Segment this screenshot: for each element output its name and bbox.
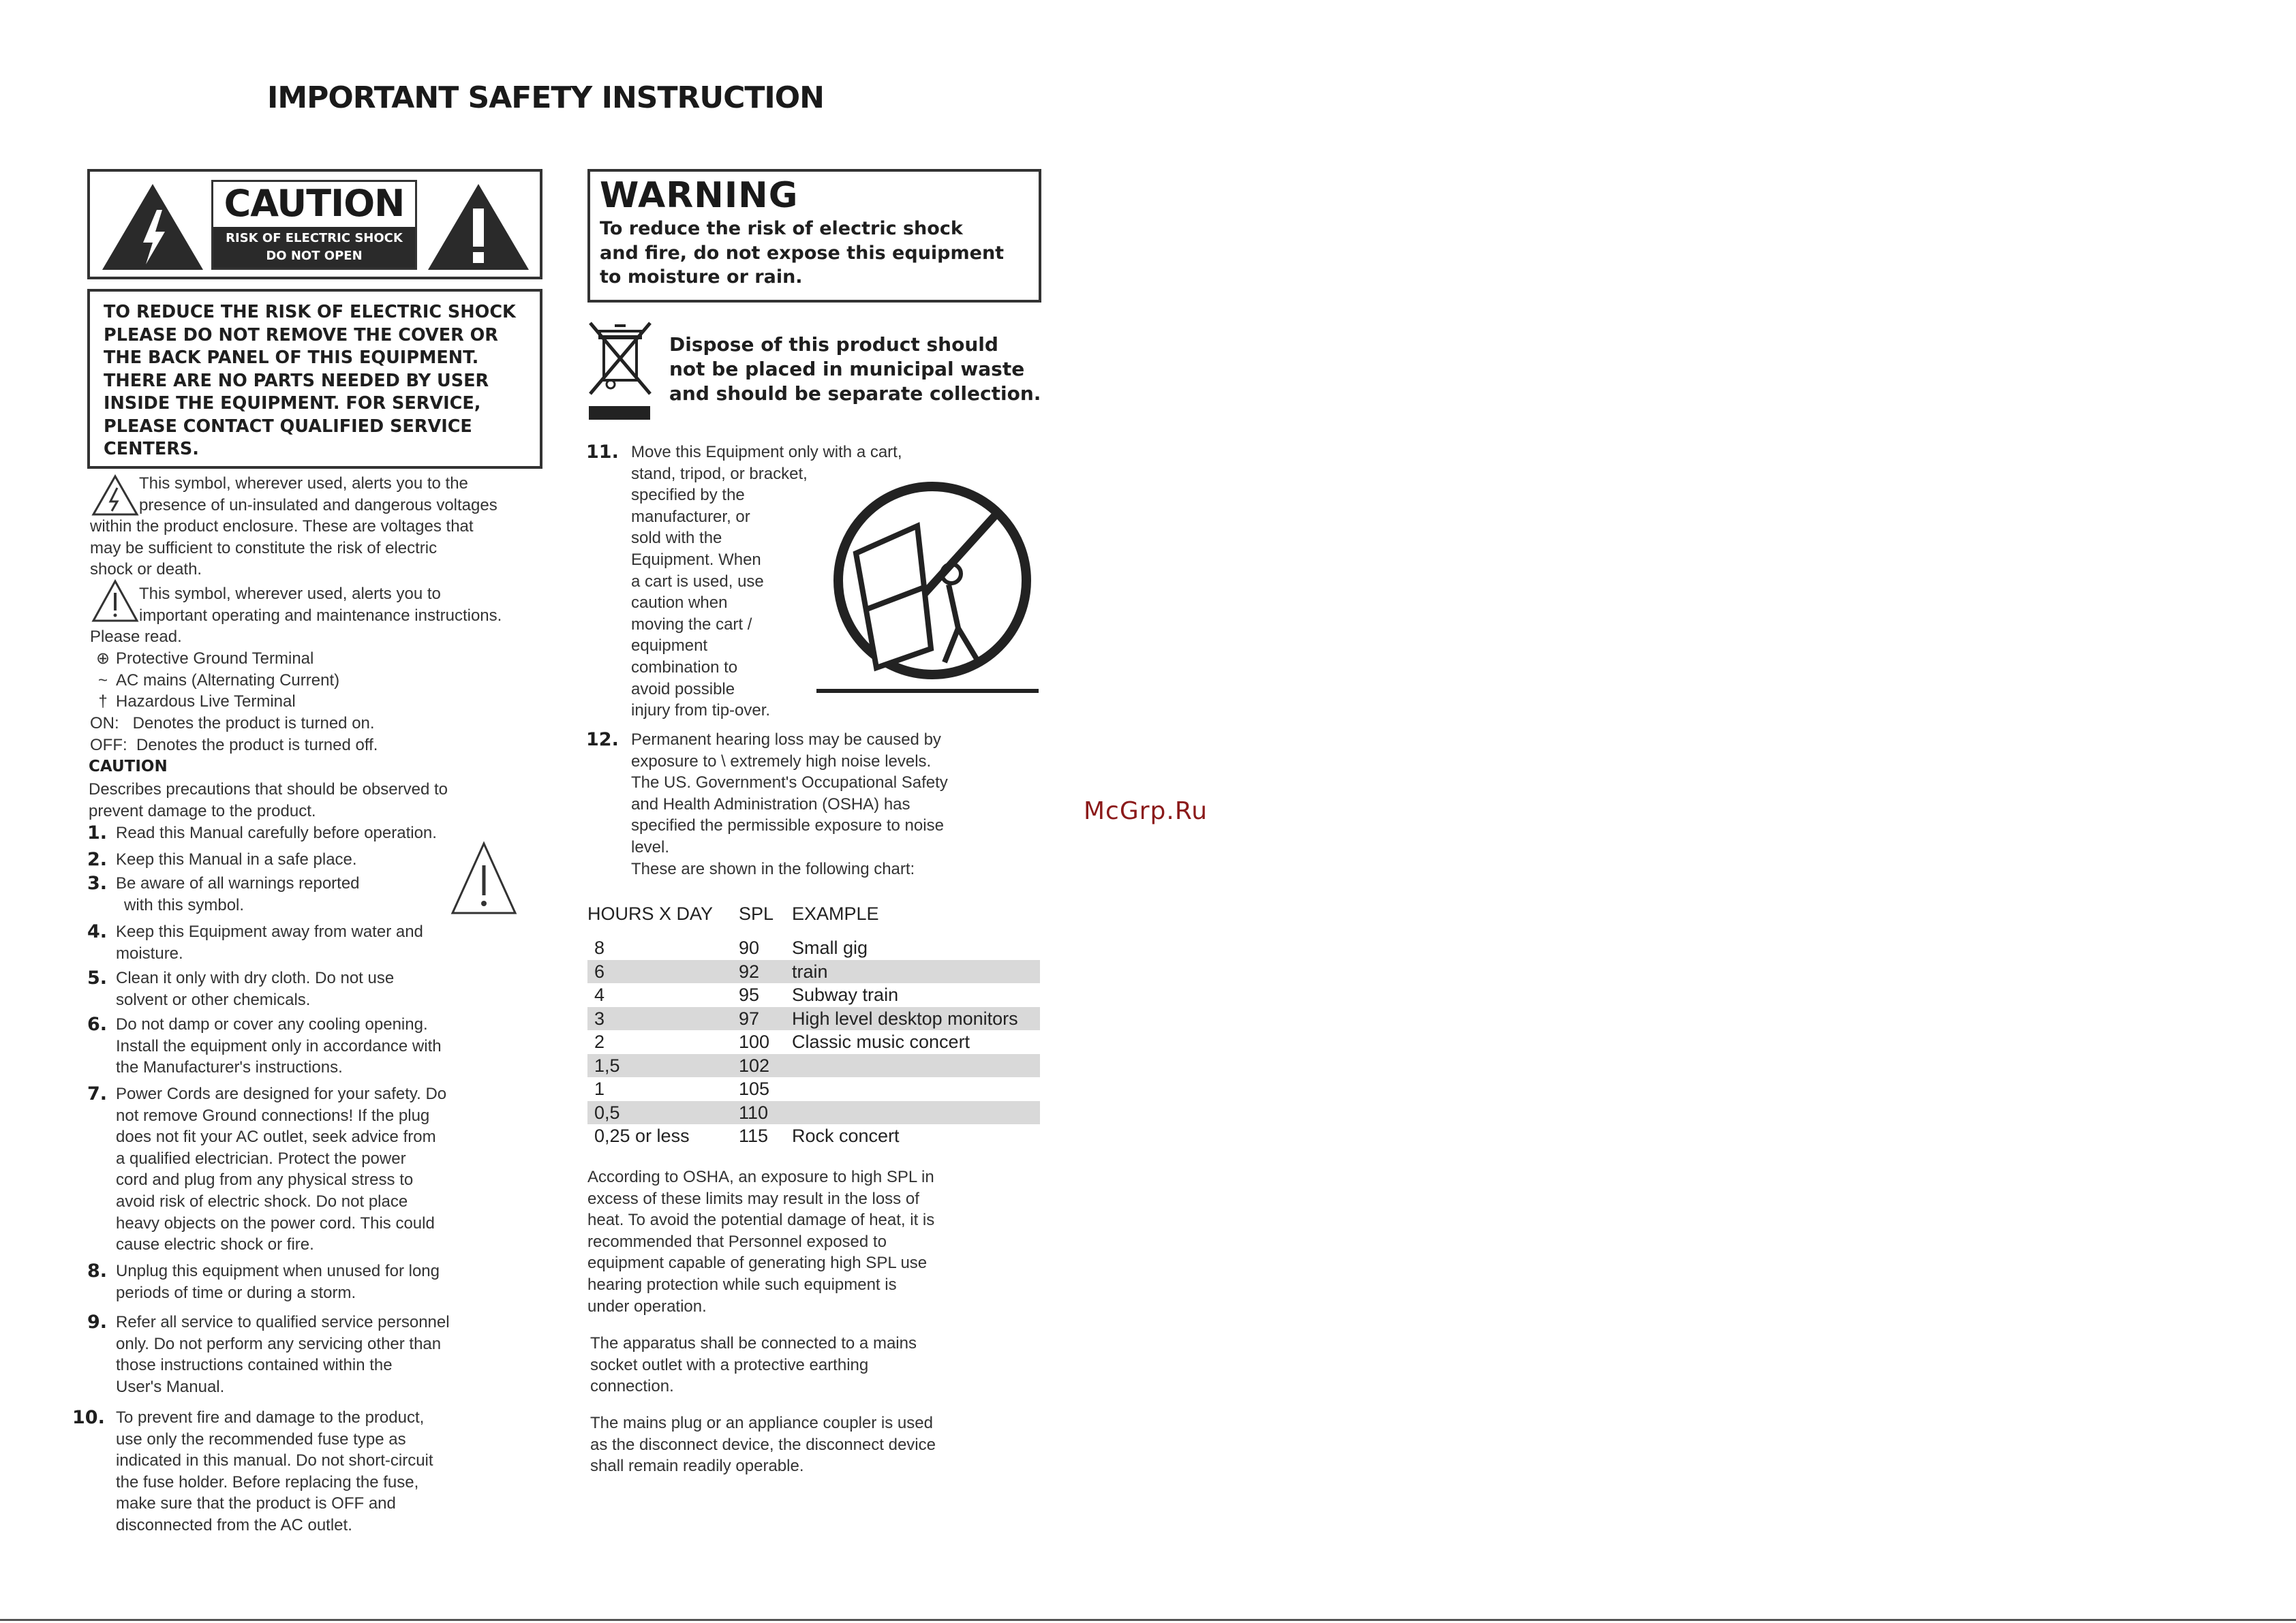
item-number: 3.: [87, 873, 108, 894]
disconnect-line: as the disconnect device, the disconnect device: [590, 1435, 936, 1454]
reduce-risk-line: TO REDUCE THE RISK OF ELECTRIC SHOCK: [104, 302, 516, 322]
item-line: a cart is used, use: [631, 572, 764, 591]
item-number: 11.: [586, 442, 619, 463]
symbol1-line: shock or death.: [90, 560, 202, 579]
symbol2-line: Please read.: [90, 628, 182, 647]
hours-cell: 0,25 or less: [594, 1126, 690, 1146]
reduce-risk-line: PLEASE CONTACT QUALIFIED SERVICE: [104, 416, 472, 437]
dispose-notice: [669, 333, 1065, 406]
item-line: Read this Manual carefully before operation.: [116, 824, 437, 842]
osha-line: under operation.: [587, 1297, 707, 1316]
example-cell: train: [792, 960, 1040, 984]
spl-cell: 102: [739, 1054, 792, 1078]
reduce-risk-line: CENTERS.: [104, 439, 199, 459]
col-header-spl: SPL: [739, 903, 774, 924]
live-legend-text: Hazardous Live Terminal: [116, 692, 296, 711]
osha-line: excess of these limits may result in the loss of: [587, 1189, 919, 1208]
item-line: and Health Administration (OSHA) has: [631, 794, 910, 814]
hours-cell: 8: [594, 938, 605, 958]
table-row: [587, 1054, 1040, 1078]
warning-title: WARNING: [600, 175, 799, 216]
example-cell: Classic music concert: [792, 1032, 970, 1052]
item-line: combination to: [631, 658, 738, 677]
col-header-example: EXAMPLE: [792, 903, 879, 924]
exclamation-triangle-icon: [450, 841, 518, 916]
ground-terminal-legend: [90, 648, 313, 669]
item-line: Move this Equipment only with a cart,: [631, 443, 902, 461]
caution-heading: CAUTION: [89, 758, 168, 775]
item-line: stand, tripod, or bracket,: [631, 464, 808, 483]
caution-label-sub1: RISK OF ELECTRIC SHOCK: [226, 231, 403, 245]
item-line: moisture.: [116, 944, 183, 963]
off-legend: OFF: Denotes the product is turned off.: [90, 736, 378, 754]
osha-line: recommended that Personnel exposed to: [587, 1232, 887, 1251]
item-line: caution when: [631, 593, 728, 613]
item-line: Keep this Equipment away from water and: [116, 923, 423, 941]
item-line: manufacturer, or: [631, 507, 750, 526]
electric-shock-warning-icon: [98, 181, 207, 273]
item-line: Clean it only with dry cloth. Do not use: [116, 969, 395, 987]
caution-line: Describes precautions that should be observed to: [89, 780, 448, 799]
item-line: Install the equipment only in accordance with: [116, 1036, 442, 1055]
hours-cell: 6: [587, 960, 739, 984]
earthing-paragraph: [590, 1333, 1060, 1397]
symbol2-description: [90, 583, 581, 648]
bottom-divider: [0, 1619, 2296, 1621]
item-line: Power Cords are designed for your safety. Do: [116, 1085, 447, 1103]
item-line: equipment: [631, 636, 708, 655]
item-line: a qualified electrician. Protect the power: [116, 1149, 406, 1168]
item-line: avoid possible: [631, 679, 735, 698]
on-legend: ON: Denotes the product is turned on.: [90, 714, 375, 732]
caution-label-sub2: DO NOT OPEN: [266, 249, 363, 263]
item-line: indicated in this manual. Do not short-circuit: [116, 1451, 433, 1470]
reduce-risk-line: PLEASE DO NOT REMOVE THE COVER OR: [104, 324, 498, 345]
warning-line: To reduce the risk of electric shock: [600, 218, 963, 239]
caution-label-subtext: [213, 227, 415, 268]
hours-cell: 1,5: [587, 1054, 739, 1078]
watermark-text: McGrp.Ru: [1084, 797, 1208, 825]
item-number: 7.: [87, 1083, 108, 1104]
symbol2-line: important operating and maintenance instructions.: [139, 606, 502, 625]
live-terminal-legend: [90, 691, 296, 712]
caution-description: [89, 779, 448, 822]
spl-exposure-table: [587, 903, 1040, 1148]
symbol1-line: may be sufficient to constitute the risk of electric: [90, 538, 438, 557]
ac-legend-text: AC mains (Alternating Current): [116, 671, 340, 690]
item-line: Permanent hearing loss may be caused by: [631, 730, 941, 749]
item-line: not remove Ground connections! If the plug: [116, 1106, 430, 1125]
item-number: 2.: [87, 849, 108, 870]
item-line: use only the recommended fuse type as: [116, 1429, 406, 1449]
item-line: User's Manual.: [116, 1377, 225, 1396]
item-line: specified the permissible exposure to noise: [631, 816, 944, 835]
ac-mains-icon: ~: [97, 671, 108, 690]
example-cell: High level desktop monitors: [792, 1007, 1040, 1031]
caution-line: prevent damage to the product.: [89, 801, 316, 820]
spl-cell: 95: [739, 985, 760, 1005]
osha-line: heat. To avoid the potential damage of heat, it is: [587, 1211, 935, 1230]
hours-cell: 2: [594, 1032, 605, 1052]
symbol1-description: [90, 473, 581, 581]
spl-cell: 110: [739, 1101, 792, 1125]
caution-label-box: [87, 169, 542, 279]
item-line: specified by the: [631, 486, 745, 505]
example-cell: [792, 1101, 1040, 1125]
earthing-line: socket outlet with a protective earthing: [590, 1355, 869, 1374]
disconnect-paragraph: [590, 1412, 1060, 1477]
osha-line: equipment capable of generating high SPL use: [587, 1254, 928, 1273]
table-row: [587, 1030, 1040, 1054]
col-header-hours: HOURS X DAY: [587, 903, 714, 924]
example-cell: [792, 1054, 1040, 1078]
item-line: does not fit your AC outlet, seek advice from: [116, 1128, 436, 1147]
symbol2-line: This symbol, wherever used, alerts you to: [139, 585, 441, 603]
item-line: exposure to \ extremely high noise levels.: [631, 752, 932, 771]
dispose-line: Dispose of this product should: [669, 333, 998, 356]
item-line: only. Do not perform any servicing other than: [116, 1334, 442, 1353]
osha-line: According to OSHA, an exposure to high SPL in: [587, 1168, 934, 1186]
item-number: 1.: [87, 822, 108, 844]
item-number: 4.: [87, 921, 108, 942]
hours-cell: 4: [594, 985, 605, 1005]
symbol1-line: This symbol, wherever used, alerts you to the: [139, 474, 468, 493]
spl-cell: 115: [739, 1126, 769, 1146]
osha-paragraph: [587, 1166, 1058, 1317]
spl-cell: 100: [739, 1032, 770, 1052]
item-line: heavy objects on the power cord. This could: [116, 1214, 435, 1233]
reduce-risk-line: THE BACK PANEL OF THIS EQUIPMENT.: [104, 347, 479, 368]
item-line: Unplug this equipment when unused for long: [116, 1262, 440, 1280]
item-line: level.: [631, 837, 670, 856]
osha-line: hearing protection while such equipment is: [587, 1275, 897, 1294]
table-row: [587, 960, 1040, 984]
reduce-risk-line: THERE ARE NO PARTS NEEDED BY USER: [104, 370, 489, 391]
warning-line: to moisture or rain.: [600, 266, 803, 288]
symbol1-line: within the product enclosure. These are voltages that: [90, 517, 474, 536]
exclamation-warning-icon: [424, 181, 533, 273]
item-number: 8.: [87, 1261, 108, 1282]
item-line: the Manufacturer's instructions.: [116, 1058, 343, 1077]
item-line: Be aware of all warnings reported: [116, 874, 360, 893]
item-number: 6.: [87, 1014, 108, 1035]
item-line: solvent or other chemicals.: [116, 990, 311, 1009]
item-number: 12.: [586, 729, 619, 750]
spl-cell: 105: [739, 1079, 770, 1099]
reduce-risk-box: [87, 289, 542, 469]
item-line: avoid risk of electric shock. Do not place: [116, 1192, 408, 1211]
table-row: [587, 1077, 1040, 1101]
hours-cell: 3: [587, 1007, 739, 1031]
item-line: the fuse holder. Before replacing the fuse,: [116, 1472, 419, 1491]
hours-cell: 1: [594, 1079, 605, 1099]
disconnect-line: shall remain readily operable.: [590, 1457, 804, 1476]
item-line: These are shown in the following chart:: [631, 859, 915, 878]
reduce-risk-line: INSIDE THE EQUIPMENT. FOR SERVICE,: [104, 393, 481, 414]
symbol1-line: presence of un-insulated and dangerous voltages: [139, 495, 498, 514]
item-line: make sure that the product is OFF and: [116, 1494, 396, 1513]
table-row: [587, 983, 1040, 1007]
example-cell: Small gig: [792, 938, 868, 958]
dispose-line: not be placed in municipal waste: [669, 358, 1025, 380]
table-row: [587, 1101, 1040, 1125]
page-title: IMPORTANT SAFETY INSTRUCTION: [267, 80, 824, 115]
warning-line: and fire, do not expose this equipment: [600, 242, 1005, 264]
earthing-line: connection.: [590, 1377, 674, 1396]
item-line: cause electric shock or fire.: [116, 1235, 314, 1254]
table-row: [587, 1124, 1040, 1148]
item-line: those instructions contained within the: [116, 1356, 393, 1375]
item-line: To prevent fire and damage to the product,: [116, 1408, 425, 1427]
item-line: with this symbol.: [124, 895, 245, 914]
spl-cell: 92: [739, 960, 792, 984]
item-line: cord and plug from any physical stress to: [116, 1171, 414, 1190]
caution-label-title: CAUTION: [224, 182, 405, 225]
ground-icon: ⊕: [95, 649, 110, 668]
disconnect-line: The mains plug or an appliance coupler is used: [590, 1414, 933, 1432]
dispose-line: and should be separate collection.: [669, 382, 1041, 405]
live-terminal-icon: †: [98, 692, 108, 711]
item-number: 10.: [72, 1407, 105, 1428]
item-line: periods of time or during a storm.: [116, 1283, 356, 1302]
ground-legend-text: Protective Ground Terminal: [116, 649, 314, 668]
item-line: injury from tip-over.: [631, 701, 771, 720]
item-line: disconnected from the AC outlet.: [116, 1515, 352, 1534]
spl-cell: 97: [739, 1007, 792, 1031]
hours-cell: 0,5: [587, 1101, 739, 1125]
warning-box: [587, 169, 1041, 303]
example-cell: Subway train: [792, 985, 899, 1005]
item-line: sold with the: [631, 529, 722, 548]
item-line: Equipment. When: [631, 550, 761, 569]
item-line: Keep this Manual in a safe place.: [116, 850, 357, 869]
earthing-line: The apparatus shall be connected to a mains: [590, 1334, 917, 1352]
item-line: Do not damp or cover any cooling opening.: [116, 1015, 428, 1034]
item-line: moving the cart /: [631, 615, 752, 634]
table-row: [587, 936, 1040, 960]
ac-mains-legend: [90, 670, 339, 691]
table-header-row: [587, 903, 1040, 936]
item-number: 9.: [87, 1312, 108, 1333]
caution-label: [211, 180, 417, 270]
item-line: The US. Government's Occupational Safety: [631, 773, 948, 792]
crossed-out-wheelie-bin-icon: [586, 319, 654, 421]
example-cell: [792, 1077, 1040, 1101]
spl-cell: 90: [739, 938, 760, 958]
table-row: [587, 1007, 1040, 1031]
item-number: 5.: [87, 968, 108, 989]
item-line: Refer all service to qualified service personnel: [116, 1313, 450, 1331]
cart-tip-over-warning-icon: [815, 478, 1040, 696]
example-cell: Rock concert: [792, 1126, 900, 1146]
